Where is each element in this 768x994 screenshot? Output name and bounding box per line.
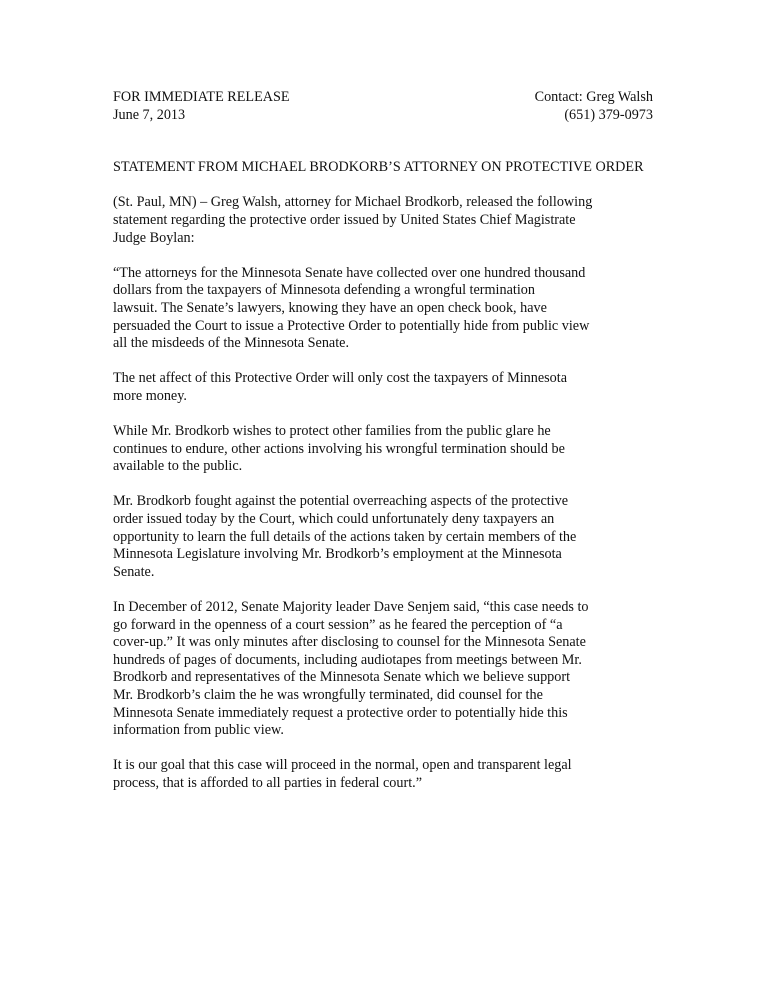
paragraph-quote-start: “The attorneys for the Minnesota Senate have collected over one hundred thousand dollars from the taxpayers of Minnesota defending a wrongful termination lawsuit. The Senate’s lawyers, knowing they have an open check book, have persuaded the Court to issue a Protective Order to potentially hide from public view all the misdeeds of the Minnesota Senate. <box>113 264 590 352</box>
paragraph-net-affect: The net affect of this Protective Order will only cost the taxpayers of Minnesota more money. <box>113 370 567 404</box>
paragraph-senjem: In December of 2012, Senate Majority leader Dave Senjem said, “this case needs to go forward in the openness of a court session” as he feared the perception of “a cover-up.” It was only minutes after disclosing to counsel for the Minnesota Senate hundreds of pages of documents, including audiotapes from meetings between Mr. Brodkorb and representatives of the Minnesota Senate which we believe support Mr. Brodkorb’s claim the he was wrongfully terminated, did counsel for the Minnesota Senate immediately request a protective order to potentially hide this information from public view. <box>113 599 589 739</box>
release-date: June 7, 2013 <box>113 106 186 123</box>
contact-info <box>535 89 653 124</box>
press-release-page <box>113 89 653 793</box>
contact-name: Contact: Greg Walsh <box>534 89 653 105</box>
paragraph-overreach: Mr. Brodkorb fought against the potential overreaching aspects of the protective order issued today by the Court, which could unfortunately deny taxpayers an opportunity to learn the full details of the actions taken by certain members of the Minnesota Legislature involving Mr. Brodkorb’s employment at the Minnesota Senate. <box>113 493 577 580</box>
paragraph-families: While Mr. Brodkorb wishes to protect other families from the public glare he continues to endure, other actions involving his wrongful termination should be available to the public. <box>113 423 565 475</box>
paragraph-intro: (St. Paul, MN) – Greg Walsh, attorney for Michael Brodkorb, released the following statement regarding the protective order issued by United States Chief Magistrate Judge Boylan: <box>113 194 593 246</box>
release-info <box>113 89 290 124</box>
release-header <box>113 89 653 124</box>
paragraph-goal: It is our goal that this case will proceed in the normal, open and transparent legal process, that is afforded to all parties in federal court.” <box>113 757 572 791</box>
statement-title: STATEMENT FROM MICHAEL BRODKORB’S ATTORNEY ON PROTECTIVE ORDER <box>113 159 644 176</box>
release-label: FOR IMMEDIATE RELEASE <box>113 89 290 105</box>
contact-phone: (651) 379-0973 <box>564 106 653 123</box>
